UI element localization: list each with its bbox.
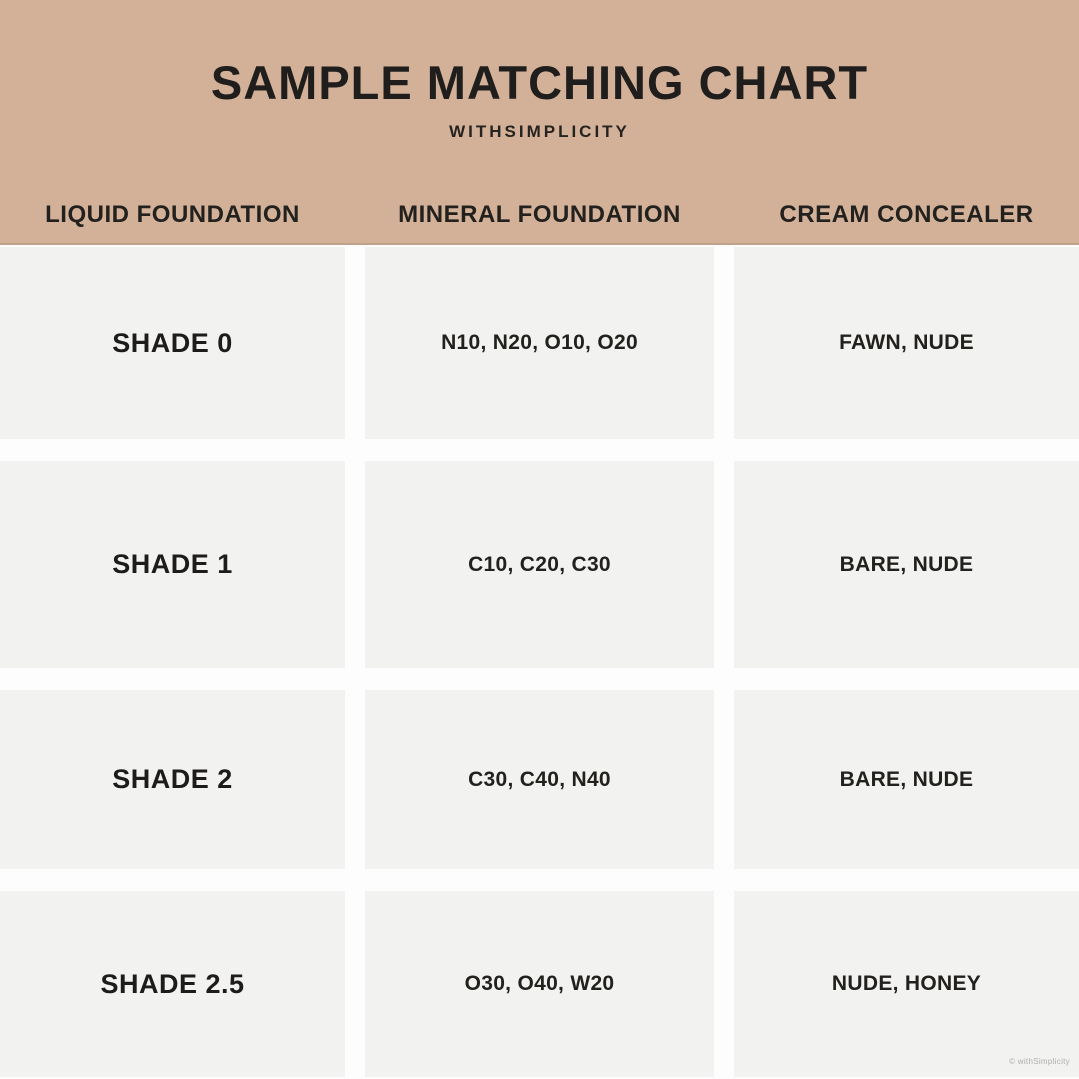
table-row [734,891,1079,1077]
page-title: SAMPLE MATCHING CHART [210,56,869,109]
chart-header [0,0,1079,245]
shade-0-concealer-match: FAWN, NUDE [839,331,974,354]
copyright-watermark: © withSimplicity [1009,1057,1070,1066]
table-row [365,690,714,869]
table-row [0,461,345,668]
shade-2-5-label: SHADE 2.5 [100,968,245,999]
shade-1-mineral-match: C10, C20, C30 [468,552,611,576]
table-row [0,247,345,439]
shade-1-label: SHADE 1 [112,549,233,579]
shade-0-mineral-match: N10, N20, O10, O20 [441,331,638,354]
column-header-row [0,201,1079,243]
table-row [365,891,714,1077]
table-row [734,247,1079,439]
table-row [365,461,714,668]
table-row [734,690,1079,869]
column-header-mineral-foundation: MINERAL FOUNDATION [398,201,681,228]
table-row [365,247,714,439]
shade-1-concealer-match: BARE, NUDE [839,552,974,576]
brand-subtitle: WITHSIMPLICITY [449,122,630,142]
column-header-liquid-foundation: LIQUID FOUNDATION [45,201,300,228]
matching-table [0,245,1079,1077]
shade-2-5-concealer-match: NUDE, HONEY [831,972,982,995]
table-row [0,891,345,1077]
column-header-cream-concealer: CREAM CONCEALER [779,201,1034,228]
table-row [734,461,1079,668]
shade-2-mineral-match: C30, C40, N40 [468,767,611,791]
shade-2-label: SHADE 2 [112,764,233,794]
table-row [0,690,345,869]
shade-2-concealer-match: BARE, NUDE [839,767,974,791]
shade-0-label: SHADE 0 [112,327,233,358]
shade-2-5-mineral-match: O30, O40, W20 [464,972,615,995]
